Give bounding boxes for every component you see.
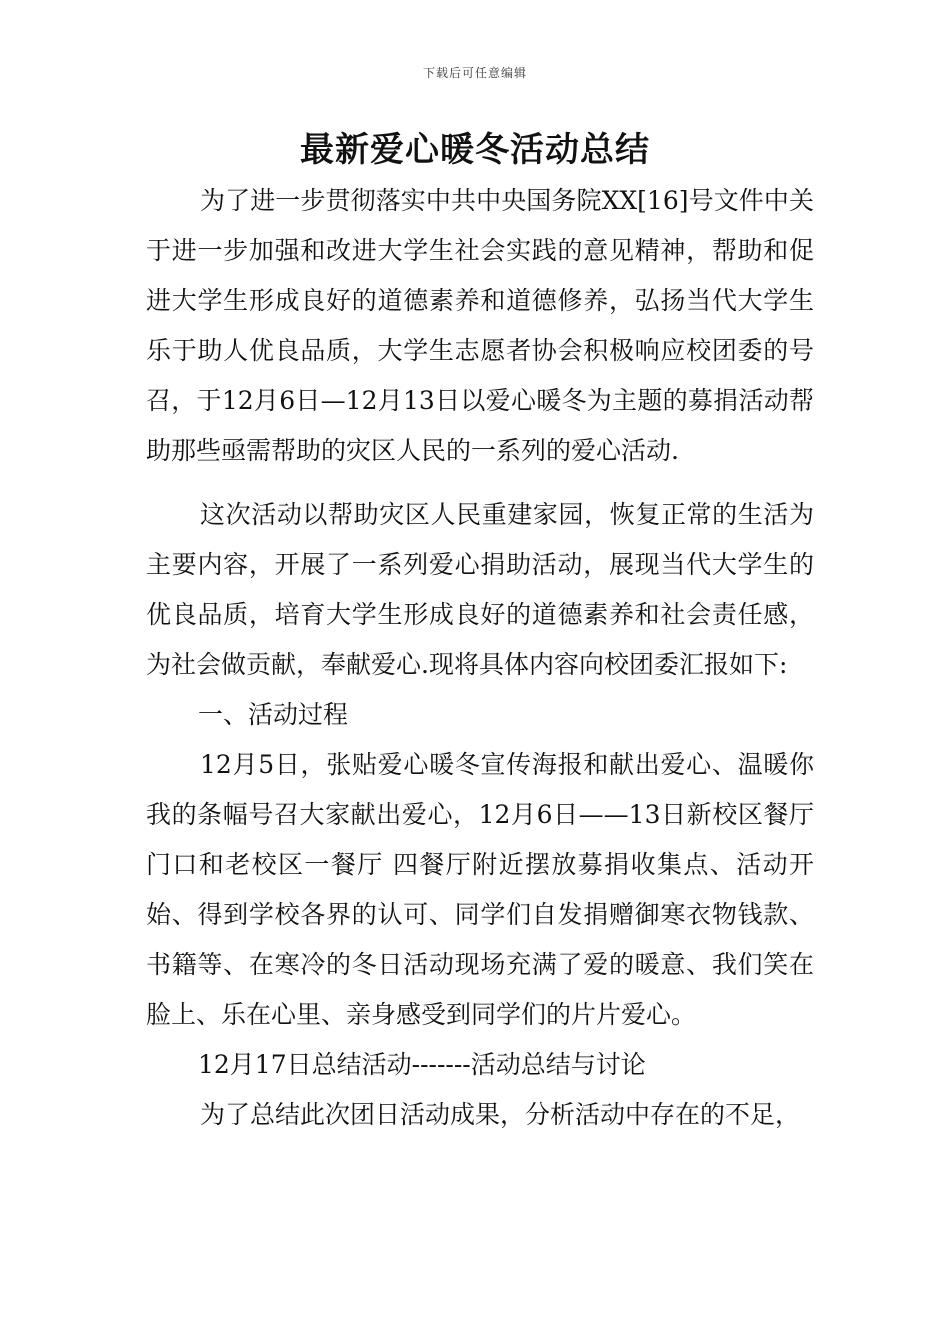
paragraph-intro: 为了进一步贯彻落实中共中央国务院XX[16]号文件中关于进一步加强和改进大学生社会实践的意见精神，帮助和促进大学生形成良好的道德素养和道德修养，弘扬当代大学生乐于助人优良品质，大学生志愿者协会积极响应校团委的号召，于12月6日—12月13日以爱心暖冬为主题的募捐活动帮助那些亟需帮助的灾区人民的一系列的爱心活动. — [146, 186, 814, 465]
document-body — [146, 176, 814, 1140]
page-header-note: 下载后可任意编辑 — [422, 66, 527, 80]
paragraph-process: 12月5日，张贴爱心暖冬宣传海报和献出爱心、温暖你我的条幅号召大家献出爱心，12月6日——13日新校区餐厅门口和老校区一餐厅 四餐厅附近摆放募捐收集点、活动开始、得到学校各界的认可、同学们自发捐赠御寒衣物钱款、书籍等、在寒冷的冬日活动现场充满了爱的暖意、我们笑在脸上、乐在心里、亲身感受到同学们的片片爱心。 — [146, 750, 814, 1029]
document-title: 最新爱心暖冬活动总结 — [300, 130, 650, 170]
section-heading-summary: 12月17日总结活动-------活动总结与讨论 — [198, 1050, 646, 1079]
paragraph-summary: 为了总结此次团日活动成果，分析活动中存在的不足， — [200, 1100, 801, 1129]
paragraph-overview: 这次活动以帮助灾区人民重建家园，恢复正常的生活为主要内容，开展了一系列爱心捐助活动，展现当代大学生的优良品质，培育大学生形成良好的道德素养和社会责任感，为社会做贡献，奉献爱心.现将具体内容向校团委汇报如下: — [146, 500, 814, 679]
section-heading-process: 一、活动过程 — [198, 700, 349, 729]
